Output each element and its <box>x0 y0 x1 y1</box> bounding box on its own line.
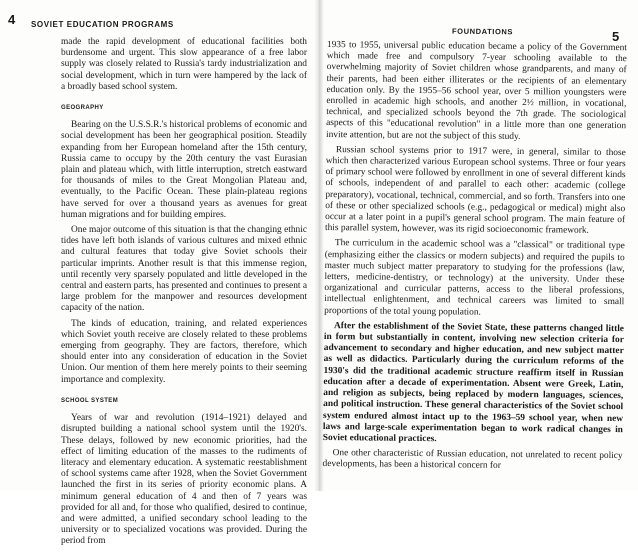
page-number: 5 <box>612 29 620 44</box>
paragraph: made the rapid development of educational facilities both burdensome and urgent. This slow appearance of a free labor supply was closely related to Russia's tardy industrialization and social development, which in turn were hampered by the lack of a broadly based school system. <box>61 37 307 92</box>
paragraph: Bearing on the U.S.S.R.'s historical problems of economic and social development has been her geographical position. Steadily expanding from her European homeland after the 15th century, Russia came to occupy by the 20th century the vast Eurasian plain and plateau which, with little interruption, stretch eastward for thousands of miles to the Great Mongolian Plateau and, eventually, to the Pacific Ocean. These plain-plateau regions have served for over a thousand years as avenues for great human migrations and for building empires. <box>61 120 307 220</box>
paragraph: One major outcome of this situation is that the changing ethnic tides have left both islands of various cultures and mixed ethnic and cultural features that today give Soviet schools their particular imprints. Another result is that this immense region, until recently very sparsely populated and little developed in the central and eastern parts, has presented and continues to present a large problem for the manpower and resources development capacity of the nation. <box>61 225 307 314</box>
paragraph: The curriculum in the academic school was a "classical" or traditional type (emphasizing either the classics or modern subjects) and required the pupils to master much subject matter preparatory to studying for the professions (law, letters, medicine-dentistry, or technology) at the university. Under these organizational and curricular patterns, access to the liberal professions, intellectual enlightenment, and technical careers was limited to small proportions of the total young population. <box>324 238 625 318</box>
left-page <box>0 0 316 547</box>
paragraph: After the establishment of the Soviet State, these patterns changed little in form but substantially in content, involving new selection criteria for advancement to secondary and higher education, and new subject matter as well as didactics. Particularly during the curriculum reforms of the 1930's did the traditional academic structure reaffirm itself in Russian education after a decade of experimentation. Absent were Greek, Latin, and religion as subjects, being replaced by modern languages, sciences, and political instruction. These general characteristics of the Soviet school system endured almost intact up to the 1963–59 school year, when new laws and large-scale experimentation began to work radical changes in Soviet educational practices. <box>322 320 625 445</box>
paragraph: The kinds of education, training, and related experiences which Soviet youth receive are closely related to these problems emerging from geography. They are factors, therefore, which should enter into any consideration of education in the Soviet Union. Our mention of them here merely points to their seeming importance and complexity. <box>61 318 307 385</box>
running-head: SOVIET EDUCATION PROGRAMS <box>31 20 174 29</box>
right-page <box>322 0 638 491</box>
paragraph: Years of war and revolution (1914–1921) delayed and disrupted building a national school system until the 1920's. These delays, followed by new economic priorities, had the effect of limiting education of the masses to the rudiments of literacy and elementary education. A systematic reestablishment of school systems came after 1928, when the Soviet Government launched the first in its series of priority economic plans. A minimum general education of 4 and then of 7 years was provided for all and, for those who qualified, desired to continue, and were admitted, a unified secondary school leading to the university or to specialized vocations was provided. During the period from <box>61 413 307 547</box>
section-heading-school-system: SCHOOL SYSTEM <box>61 397 119 404</box>
page-number: 4 <box>8 12 16 27</box>
paragraph: 1935 to 1955, universal public education became a policy of the Government which made free and compulsory 7-year schooling available to the overwhelming majority of Soviet children whose grandparents, and many of their parents, had been either illiterates or the recipients of an elementary education only. By the 1955–56 school year, over 5 million youngsters were enrolled in academic high schools, and another 2½ million, in vocational, technical, and specialized schools beyond the 7th grade. The sociological aspects of this "educational revolution" in a little more than one generation invite attention, but are not the subject of this study. <box>325 40 627 142</box>
left-text-column <box>61 37 307 552</box>
right-text-column <box>322 40 627 478</box>
paragraph: Russian school systems prior to 1917 were, in general, similar to those which then characterized various European school systems. Three or four years of primary school were followed by enrollment in one of several different kinds of schools, independent of and parallel to each other: academic (college preparatory), vocational, technical, commercial, and so forth. Transfers into one of these or other specialized schools (e.g., pedagogical or medical) might also occur at a later point in a pupil's general school program. The main feature of this parallel system, however, was its rigid socioeconomic framework. <box>324 144 626 237</box>
section-heading-geography: GEOGRAPHY <box>61 105 104 112</box>
paragraph: One other characteristic of Russian education, not unrelated to recent policy developments, has been a historical concern for <box>322 448 623 472</box>
running-head: FOUNDATIONS <box>451 26 514 37</box>
